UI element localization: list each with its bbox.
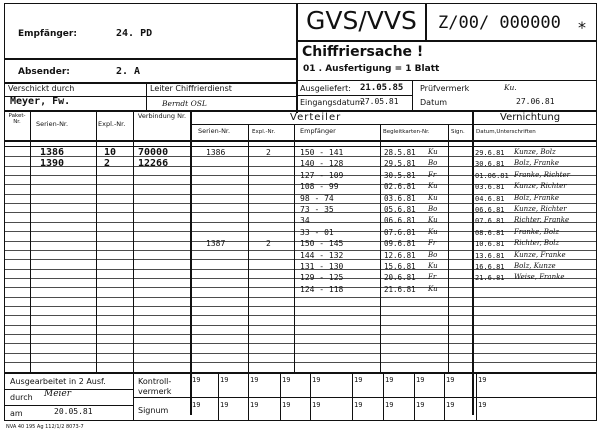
year-prefix: 19 bbox=[416, 376, 425, 384]
kontroll-col-line bbox=[248, 372, 249, 421]
row-line bbox=[4, 325, 597, 326]
col-v-empf: Empfänger bbox=[300, 127, 336, 135]
kontroll-col-line bbox=[383, 372, 384, 421]
kontroll-col-line bbox=[476, 372, 477, 421]
year-prefix: 19 bbox=[192, 376, 201, 384]
year-prefix: 19 bbox=[282, 376, 291, 384]
col-serien: Serien-Nr. bbox=[36, 120, 69, 128]
dist-empfaenger: 98 - 74 bbox=[300, 193, 334, 203]
col-v-sign: Sign. bbox=[451, 129, 465, 135]
dist-sign: Ku bbox=[428, 262, 438, 270]
dist-begleitkarte: 09.6.81 bbox=[384, 239, 416, 249]
eingangsdatum-value: 27.05.81 bbox=[360, 97, 399, 106]
row-line bbox=[4, 315, 597, 316]
ausfertigung-text: 01 . Ausfertigung = 1 Blatt bbox=[303, 64, 440, 74]
dist-begleitkarte: 02.6.81 bbox=[384, 182, 416, 192]
datum-label: Datum bbox=[420, 98, 448, 107]
col-v-begleit: Begleitkarten-Nr. bbox=[383, 129, 430, 135]
dist-vernichtung-unterschrift: Franke, Richter bbox=[514, 170, 570, 179]
signum-label: Signum bbox=[138, 406, 169, 415]
left-row-expl: 2 bbox=[104, 158, 111, 169]
dist-empfaenger: 108 - 99 bbox=[300, 182, 339, 192]
dist-empfaenger: 73 - 35 bbox=[300, 205, 334, 214]
dist-begleitkarte: 15.6.81 bbox=[384, 262, 416, 271]
verteiler-expl: 2 bbox=[266, 148, 271, 157]
dist-sign: Fr bbox=[428, 170, 437, 179]
dist-begleitkarte: 30.5.81 bbox=[384, 170, 416, 180]
left-row-expl: 10 bbox=[104, 147, 117, 158]
year-prefix: 19 bbox=[220, 401, 229, 409]
kontrollvermerk-label: Kontroll-vermerk bbox=[138, 377, 172, 396]
pruefvermerk-value: Ku. bbox=[504, 83, 517, 92]
durch-label: durch bbox=[10, 393, 33, 402]
eingangsdatum-label: Eingangsdatum: bbox=[300, 98, 366, 107]
dist-begleitkarte: 29.5.81 bbox=[384, 159, 416, 169]
dist-sign: Ku bbox=[428, 148, 438, 156]
datum-value: 27.06.81 bbox=[516, 97, 555, 106]
kontroll-col-line bbox=[444, 372, 445, 421]
year-prefix: 19 bbox=[478, 401, 487, 409]
dist-empfaenger: 131 - 130 bbox=[300, 262, 344, 271]
ausgeliefert-value: 21.05.85 bbox=[360, 83, 404, 93]
ausgeliefert-label: Ausgeliefert: bbox=[300, 84, 351, 93]
col-expl: Expl.-Nr. bbox=[98, 120, 126, 128]
leiter-value: Berndt OSL bbox=[162, 99, 207, 108]
dist-vernichtung-unterschrift: Weise, Franke bbox=[514, 273, 565, 282]
document-number: Z/00/ 000000 bbox=[438, 13, 561, 33]
dist-begleitkarte: 07.6.81 bbox=[384, 227, 416, 237]
year-prefix: 19 bbox=[385, 401, 394, 409]
am-label: am bbox=[10, 409, 23, 418]
dist-vernichtung-unterschrift: Bolz, Franke bbox=[514, 159, 560, 168]
star-mark: * bbox=[578, 18, 586, 37]
dist-vernichtung-unterschrift: Franke, Bolz bbox=[514, 227, 560, 236]
kontroll-col-line bbox=[310, 372, 311, 421]
dist-vernichtung-datum: 13.6.81 bbox=[475, 251, 505, 260]
dist-empfaenger: 124 - 118 bbox=[300, 284, 344, 294]
dist-begleitkarte: 20.6.81 bbox=[384, 273, 416, 283]
dist-vernichtung-datum: 08.6.81 bbox=[475, 228, 505, 237]
dist-vernichtung-unterschrift: Bolz, Franke bbox=[514, 193, 560, 202]
dist-empfaenger: 150 - 141 bbox=[300, 148, 344, 157]
dist-vernichtung-datum: 06.6.81 bbox=[475, 206, 505, 214]
dist-sign: Fr bbox=[428, 239, 437, 248]
absender-label: Absender: bbox=[18, 67, 70, 77]
dist-vernichtung-unterschrift: Kunze, Richter bbox=[514, 205, 567, 213]
dist-empfaenger: 33 - 01 bbox=[300, 227, 334, 237]
dist-vernichtung-datum: 01.06.81 bbox=[475, 171, 509, 180]
row-line bbox=[4, 334, 597, 335]
row-line bbox=[4, 297, 597, 298]
dist-sign: Ku bbox=[428, 227, 438, 236]
verteiler-expl: 2 bbox=[266, 239, 271, 249]
print-reference: NVA 40 195 Ag 112/1/2 8073-7 bbox=[6, 424, 84, 430]
col-vernichtung: Vernichtung bbox=[500, 112, 561, 123]
dist-begleitkarte: 03.6.81 bbox=[384, 193, 416, 203]
am-value: 20.05.81 bbox=[54, 407, 93, 416]
year-prefix: 19 bbox=[416, 401, 425, 409]
verschickt-label: Verschickt durch bbox=[8, 84, 75, 93]
kontroll-col-line bbox=[414, 372, 415, 421]
dist-empfaenger: 129 - 125 bbox=[300, 273, 344, 283]
year-prefix: 19 bbox=[478, 376, 487, 384]
kontroll-col-line bbox=[352, 372, 353, 421]
dist-vernichtung-unterschrift: Kunze, Bolz bbox=[514, 148, 556, 156]
dist-sign: Ku bbox=[428, 284, 438, 293]
dist-sign: Bo bbox=[428, 205, 438, 213]
year-prefix: 19 bbox=[385, 376, 394, 384]
ausgearbeitet-text: Ausgearbeitet in 2 Ausf. bbox=[10, 377, 106, 386]
dist-vernichtung-unterschrift: Bolz, Kunze bbox=[514, 262, 556, 270]
dist-vernichtung-datum: 29.6.81 bbox=[475, 149, 505, 157]
year-prefix: 19 bbox=[354, 401, 363, 409]
dist-vernichtung-unterschrift: Kunze, Franke bbox=[514, 250, 566, 259]
left-row-verb: 70000 bbox=[138, 147, 169, 158]
dist-begleitkarte: 28.5.81 bbox=[384, 148, 416, 157]
classification-mark: GVS/VVS bbox=[306, 6, 417, 35]
year-prefix: 19 bbox=[250, 376, 259, 384]
dist-vernichtung-datum: 16.6.81 bbox=[475, 263, 505, 271]
dist-sign: Fr bbox=[428, 273, 437, 282]
verschickt-value: Meyer, Fw. bbox=[10, 96, 71, 107]
left-row-serien: 1386 bbox=[40, 147, 65, 158]
dist-begleitkarte: 06.6.81 bbox=[384, 216, 416, 226]
dist-begleitkarte: 05.6.81 bbox=[384, 205, 416, 214]
dist-vernichtung-unterschrift: Kunze, Richter bbox=[514, 182, 567, 191]
row-line bbox=[4, 306, 597, 307]
dist-vernichtung-datum: 04.6.81 bbox=[475, 194, 505, 203]
dist-begleitkarte: 12.6.81 bbox=[384, 250, 416, 260]
dist-empfaenger: 150 - 145 bbox=[300, 239, 344, 249]
year-prefix: 19 bbox=[312, 376, 321, 384]
left-row-serien: 1390 bbox=[40, 158, 65, 169]
dist-vernichtung-datum: 30.6.81 bbox=[475, 160, 505, 169]
year-prefix: 19 bbox=[446, 401, 455, 409]
dist-sign: Bo bbox=[428, 159, 438, 168]
dist-sign: Ku bbox=[428, 182, 438, 191]
leiter-label: Leiter Chiffrierdienst bbox=[150, 84, 232, 93]
left-row-verb: 12266 bbox=[138, 158, 169, 169]
row-line bbox=[4, 343, 597, 344]
year-prefix: 19 bbox=[192, 401, 201, 409]
dist-sign: Bo bbox=[428, 250, 438, 259]
dist-begleitkarte: 21.6.81 bbox=[384, 284, 416, 294]
col-v-serien: Serien-Nr. bbox=[198, 127, 231, 135]
durch-value: Meier bbox=[44, 389, 72, 399]
empfaenger-label: Empfänger: bbox=[18, 29, 77, 39]
row-line bbox=[4, 362, 597, 363]
row-line bbox=[4, 353, 597, 354]
year-prefix: 19 bbox=[220, 376, 229, 384]
dist-vernichtung-unterschrift: Richter, Bolz bbox=[514, 239, 560, 248]
dist-vernichtung-unterschrift: Richter, Franke bbox=[514, 216, 570, 225]
col-verbindung: Verbindung Nr. bbox=[137, 112, 187, 120]
dist-empfaenger: 144 - 132 bbox=[300, 250, 344, 260]
year-prefix: 19 bbox=[250, 401, 259, 409]
col-vn-datum: Datum,Unterschriften bbox=[476, 129, 536, 135]
year-prefix: 19 bbox=[282, 401, 291, 409]
dist-vernichtung-datum: 10.6.81 bbox=[475, 240, 505, 249]
pruefvermerk-label: Prüfvermerk bbox=[420, 84, 470, 93]
dist-vernichtung-datum: 21.6.81 bbox=[475, 274, 505, 283]
verteiler-serien: 1387 bbox=[206, 239, 226, 249]
dist-sign: Ku bbox=[428, 216, 438, 225]
dist-vernichtung-datum: 07.6.81 bbox=[475, 217, 505, 226]
chiffriersache-title: Chiffriersache ! bbox=[302, 44, 424, 60]
year-prefix: 19 bbox=[354, 376, 363, 384]
year-prefix: 19 bbox=[312, 401, 321, 409]
col-verteiler: Verteiler bbox=[290, 112, 342, 123]
dist-sign: Ku bbox=[428, 193, 438, 202]
col-paket: Paket-Nr. bbox=[8, 113, 26, 125]
empfaenger-value: 24. PD bbox=[116, 28, 153, 39]
col-v-expl: Expl.-Nr. bbox=[252, 129, 276, 135]
year-prefix: 19 bbox=[446, 376, 455, 384]
dist-vernichtung-datum: 03.6.81 bbox=[475, 183, 505, 192]
kontroll-col-line bbox=[280, 372, 281, 421]
dist-empfaenger: 34 bbox=[300, 216, 310, 226]
dist-empfaenger: 140 - 128 bbox=[300, 159, 344, 169]
dist-empfaenger: 127 - 109 bbox=[300, 170, 344, 180]
verteiler-serien: 1386 bbox=[206, 148, 226, 157]
kontroll-col-line bbox=[218, 372, 219, 421]
absender-value: 2. A bbox=[116, 66, 141, 77]
